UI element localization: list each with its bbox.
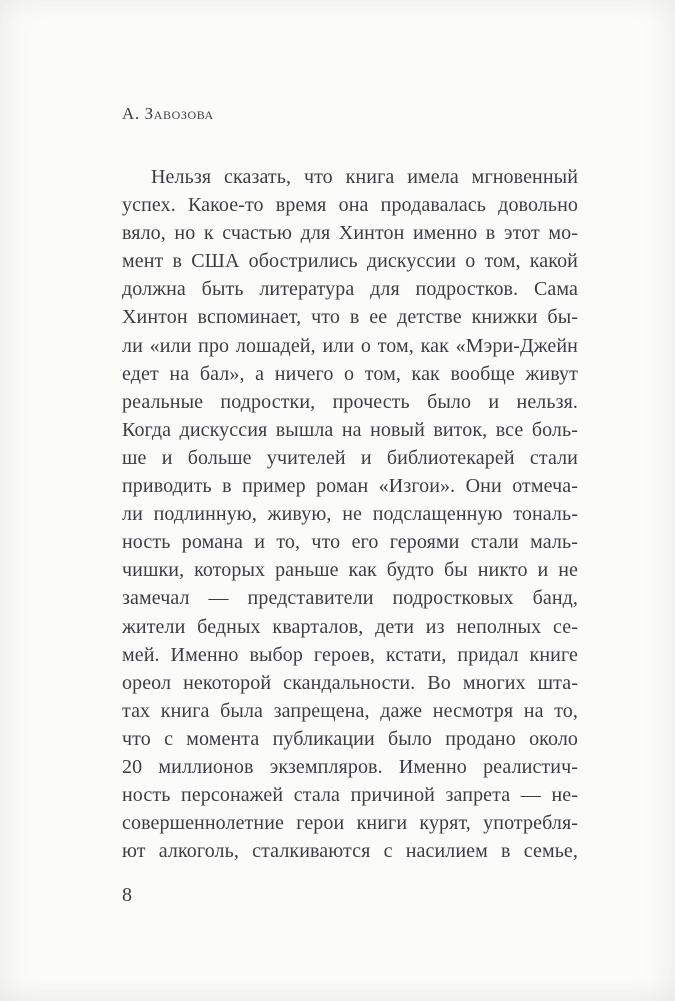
text-line: тах книга была запрещена, даже несмотря на то, <box>122 699 578 722</box>
text-line: ли «или про лошадей, или о том, как «Мэри-Джейн <box>122 334 578 357</box>
text-line: совершеннолетние герои книги курят, употребля- <box>122 812 578 835</box>
text-line: ность романа и то, что его героями стали маль- <box>122 531 578 554</box>
page-number: 8 <box>122 884 132 906</box>
text-line: ли подлинную, живую, не подслащенную тональ- <box>122 503 578 526</box>
text-line: чишки, которых раньше как будто бы никто и не <box>122 559 578 582</box>
text-line: успех. Какое-то время она продавалась довольно <box>122 194 578 217</box>
text-line: ше и больше учителей и библиотекарей стали <box>122 446 578 469</box>
text-line: жители бедных кварталов, дети из неполных се- <box>122 615 578 638</box>
text-line: 20 миллионов экземпляров. Именно реалистич- <box>122 755 578 778</box>
body-text <box>122 163 578 865</box>
running-header-author: А. Завозова <box>122 104 214 123</box>
text-line: Хинтон вспоминает, что в ее детстве книжки бы- <box>122 306 578 329</box>
text-line: приводить в пример роман «Изгои». Они отмеча- <box>122 475 578 498</box>
text-line: должна быть литература для подростков. Сама <box>122 278 578 301</box>
text-line: Когда дискуссия вышла на новый виток, все боль- <box>122 418 578 441</box>
text-line: мей. Именно выбор героев, кстати, придал книге <box>122 643 578 666</box>
text-line: что с момента публикации было продано около <box>122 727 578 750</box>
text-line: ность персонажей стала причиной запрета — не- <box>122 784 578 807</box>
text-line: едет на бал», а ничего о том, как вообще живут <box>122 362 578 385</box>
text-line: ют алкоголь, сталкиваются с насилием в семье, <box>122 840 578 863</box>
text-line: ореол некоторой скандальности. Во многих шта- <box>122 671 578 694</box>
text-line: реальные подростки, прочесть было и нельзя. <box>122 390 578 413</box>
text-line: мент в США обострились дискуссии о том, какой <box>122 250 578 273</box>
text-line: замечал — представители подростковых банд, <box>122 587 578 610</box>
text-line: вяло, но к счастью для Хинтон именно в этот мо- <box>122 222 578 245</box>
text-line: Нельзя сказать, что книга имела мгновенный <box>151 166 578 188</box>
